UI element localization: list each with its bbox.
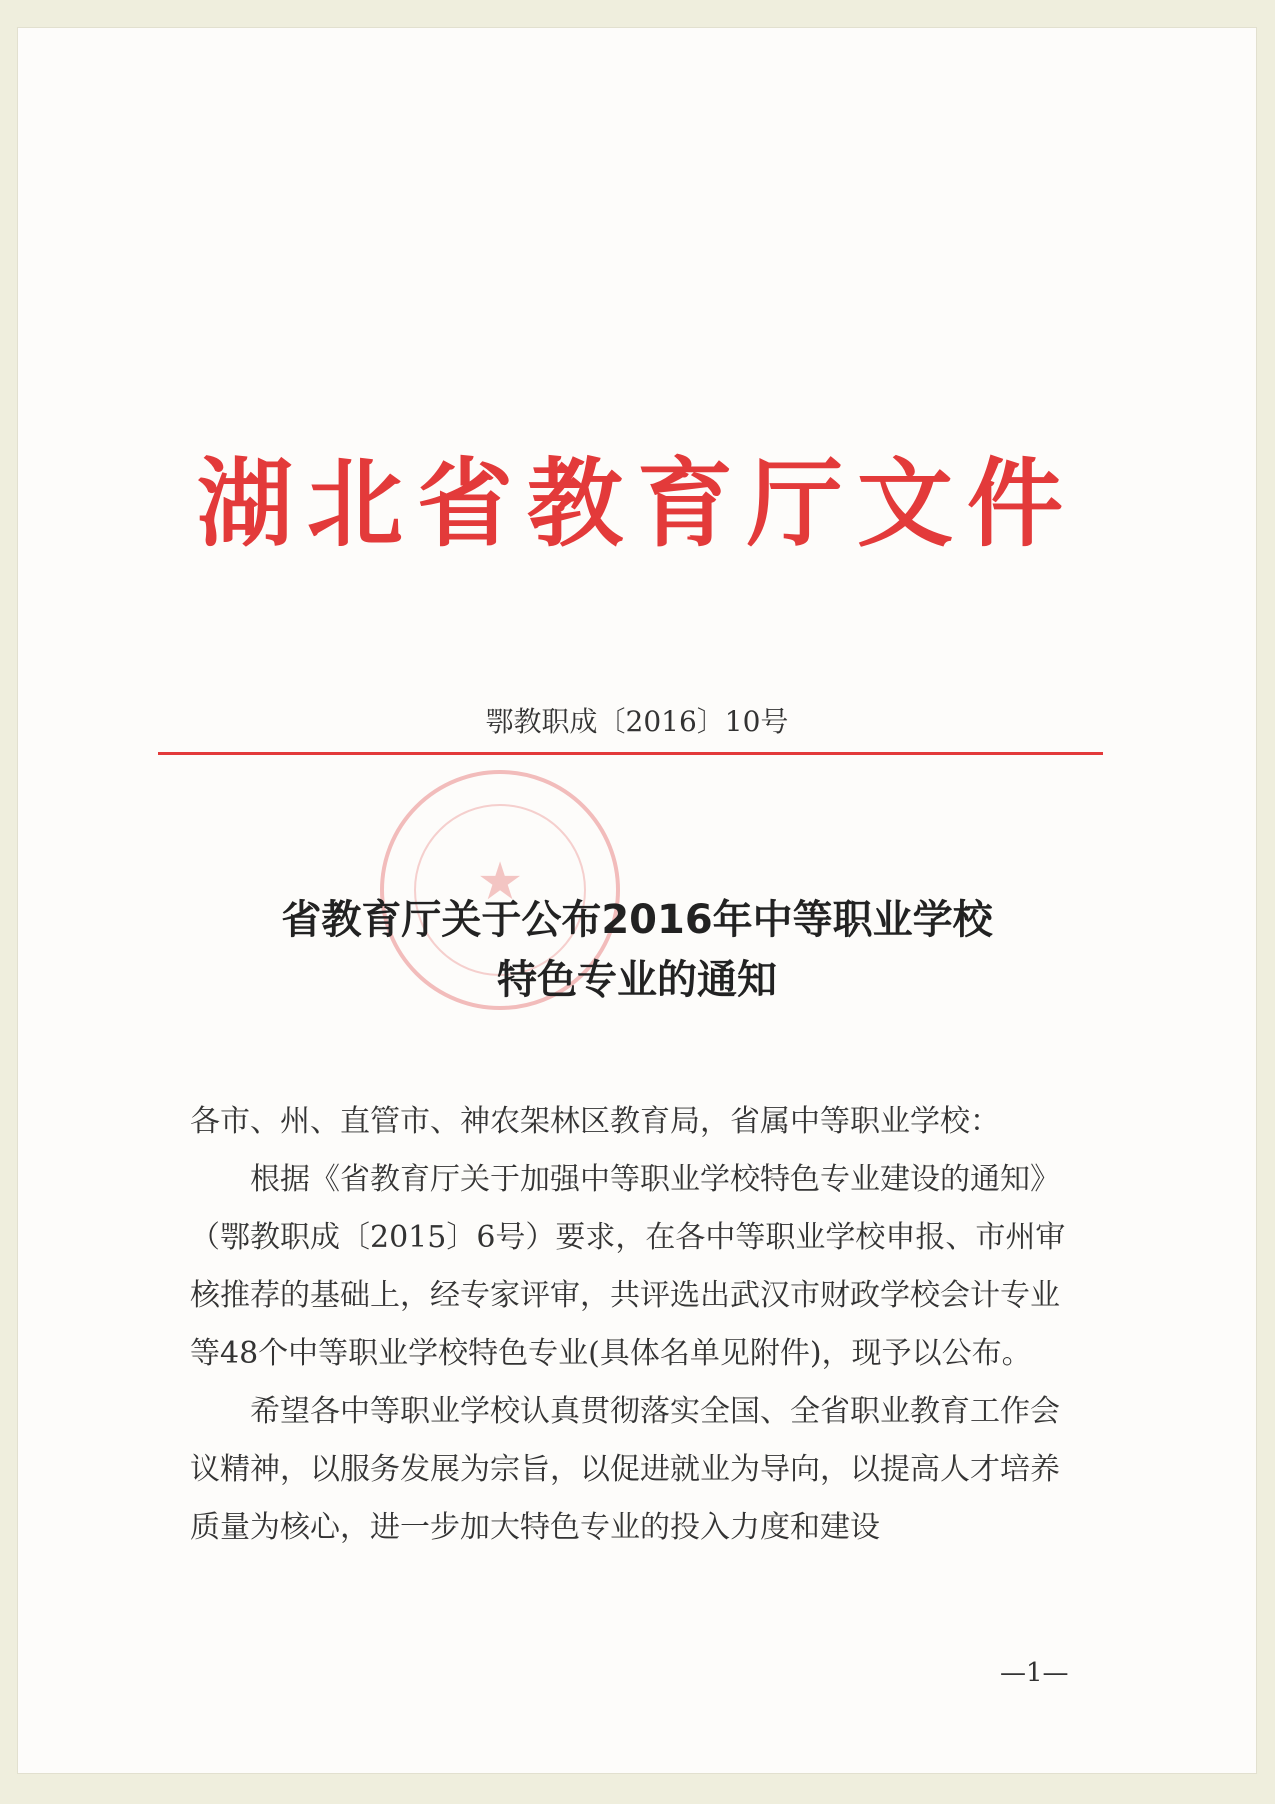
seal-star-icon: ★ [476, 852, 524, 912]
red-divider-line [158, 752, 1103, 755]
notice-title-line-1: 省教育厅关于公布2016年中等职业学校 [281, 897, 993, 943]
notice-title-line-2: 特色专业的通知 [497, 957, 777, 1003]
document-header-title: 湖北省教育厅文件 [197, 448, 1077, 560]
body-paragraph-2: 希望各中等职业学校认真贯彻落实全国、全省职业教育工作会议精神，以服务发展为宗旨，以促进就业为导向，以提高人才培养质量为核心，进一步加大特色专业的投入力度和建设 [190, 1394, 1060, 1545]
notice-body [190, 1093, 1080, 1557]
body-paragraph-1: 根据《省教育厅关于加强中等职业学校特色专业建设的通知》（鄂教职成〔2015〕6号）要求，在各中等职业学校申报、市州审核推荐的基础上，经专家评审，共评选出武汉市财政学校会计专业等48个中等职业学校特色专业(具体名单见附件)，现予以公布。 [190, 1162, 1066, 1371]
notice-title [18, 890, 1256, 1010]
salutation: 各市、州、直管市、神农架林区教育局，省属中等职业学校： [190, 1104, 1000, 1139]
page-number: —1— [1000, 1658, 1069, 1688]
document-number: 鄂教职成〔2016〕10号 [485, 705, 789, 738]
document-page [18, 28, 1256, 1773]
